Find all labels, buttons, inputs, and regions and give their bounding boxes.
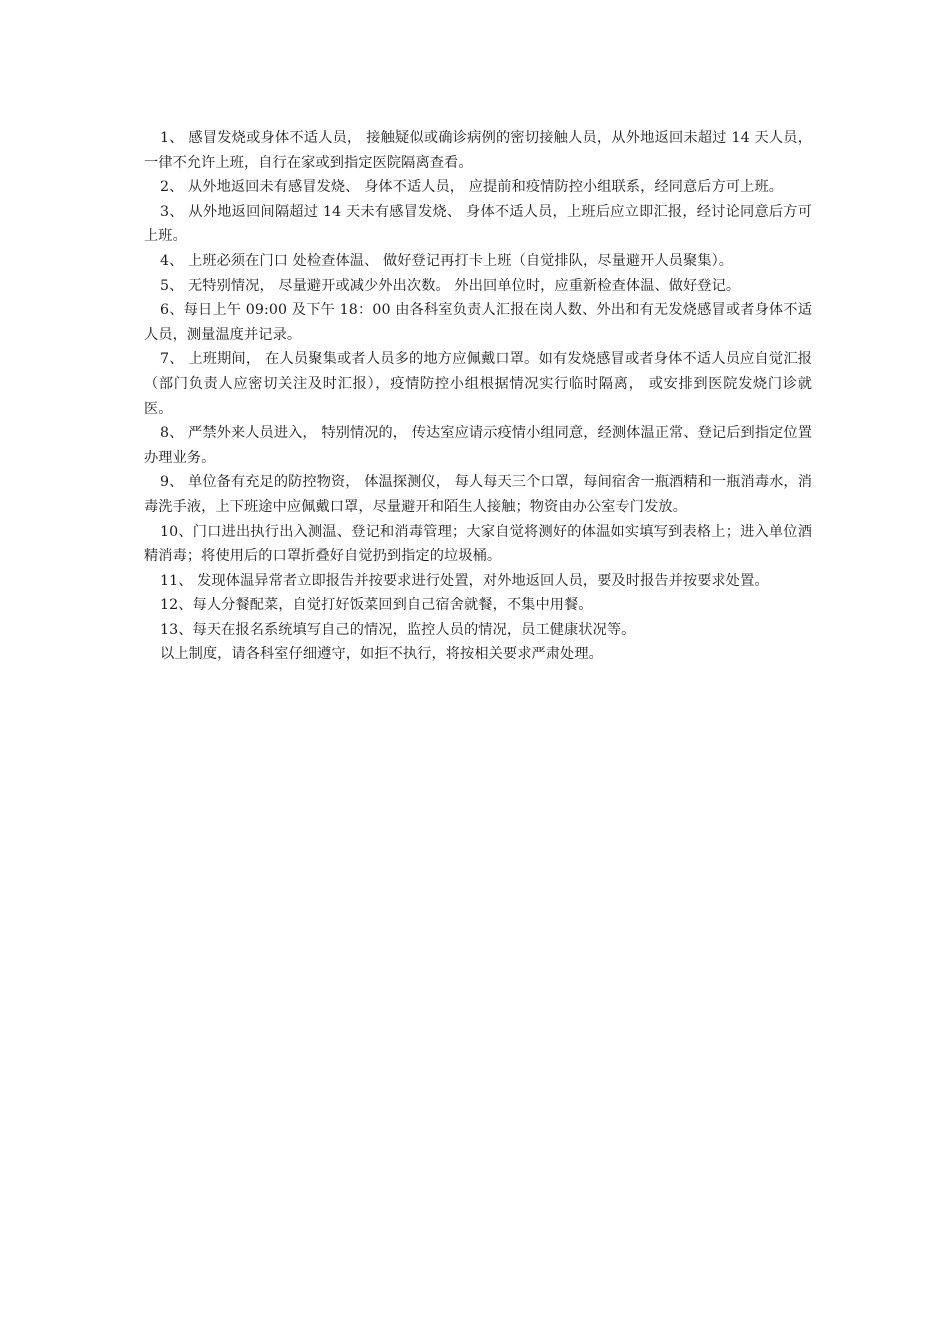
- rule-paragraph-9: 9、 单位备有充足的防控物资， 体温探测仪， 每人每天三个口罩，每间宿舍一瓶酒精和一瓶消毒水，消毒洗手液，上下班途中应佩戴口罩，尽量避开和陌生人接触；物资由办公室专门发放。: [144, 474, 812, 515]
- rule-paragraph-4: 4、 上班必须在门口 处检查体温、 做好登记再打卡上班（自觉排队，尽量避开人员聚集）。: [160, 252, 734, 269]
- rule-paragraph-11: 11、 发现体温异常者立即报告并按要求进行处置，对外地返回人员，要及时报告并按要求处置。: [160, 572, 769, 589]
- rule-paragraph-3: 3、 从外地返回间隔超过 14 天未有感冒发烧、 身体不适人员，上班后应立即汇报，经讨论同意后方可上班。: [144, 203, 812, 245]
- rule-paragraph-10: 10、门口进出执行出入测温、登记和消毒管理；大家自觉将测好的体温如实填写到表格上；进入单位酒精消毒；将使用后的口罩折叠好自觉扔到指定的垃圾桶。: [144, 523, 812, 565]
- rule-paragraph-6: 6、每日上午 09:00 及下午 18：00 由各科室负责人汇报在岗人数、外出和有无发烧感冒或者身体不适人员，测量温度并记录。: [144, 302, 812, 343]
- rule-paragraph-12: 12、每人分餐配菜，自觉打好饭菜回到自己宿舍就餐，不集中用餐。: [160, 597, 593, 614]
- closing-paragraph: 以上制度，请各科室仔细遵守，如拒不执行，将按相关要求严肃处理。: [160, 646, 603, 663]
- rule-paragraph-2: 2、 从外地返回未有感冒发烧、 身体不适人员， 应提前和疫情防控小组联系，经同意后方可上班。: [160, 179, 784, 196]
- rule-paragraph-8: 8、 严禁外来人员进入， 特别情况的， 传达室应请示疫情小组同意，经测体温正常、登记后到指定位置办理业务。: [144, 425, 812, 466]
- document-body: [144, 126, 812, 667]
- rule-paragraph-7: 7、 上班期间， 在人员聚集或者人员多的地方应佩戴口罩。如有发烧感冒或者身体不适人员应自觉汇报（部门负责人应密切关注及时汇报），疫情防控小组根据情况实行临时隔离， 或安排到医院发烧门诊就医。: [144, 351, 812, 417]
- rule-paragraph-13: 13、每天在报名系统填写自己的情况，监控人员的情况，员工健康状况等。: [160, 621, 636, 638]
- rule-paragraph-5: 5、 无特别情况， 尽量避开或减少外出次数。 外出回单位时，应重新检查体温、做好登记。: [160, 277, 741, 294]
- rule-paragraph-1: 1、 感冒发烧或身体不适人员， 接触疑似或确诊病例的密切接触人员，从外地返回未超过 14 天人员，一律不允许上班，自行在家或到指定医院隔离查看。: [144, 130, 812, 171]
